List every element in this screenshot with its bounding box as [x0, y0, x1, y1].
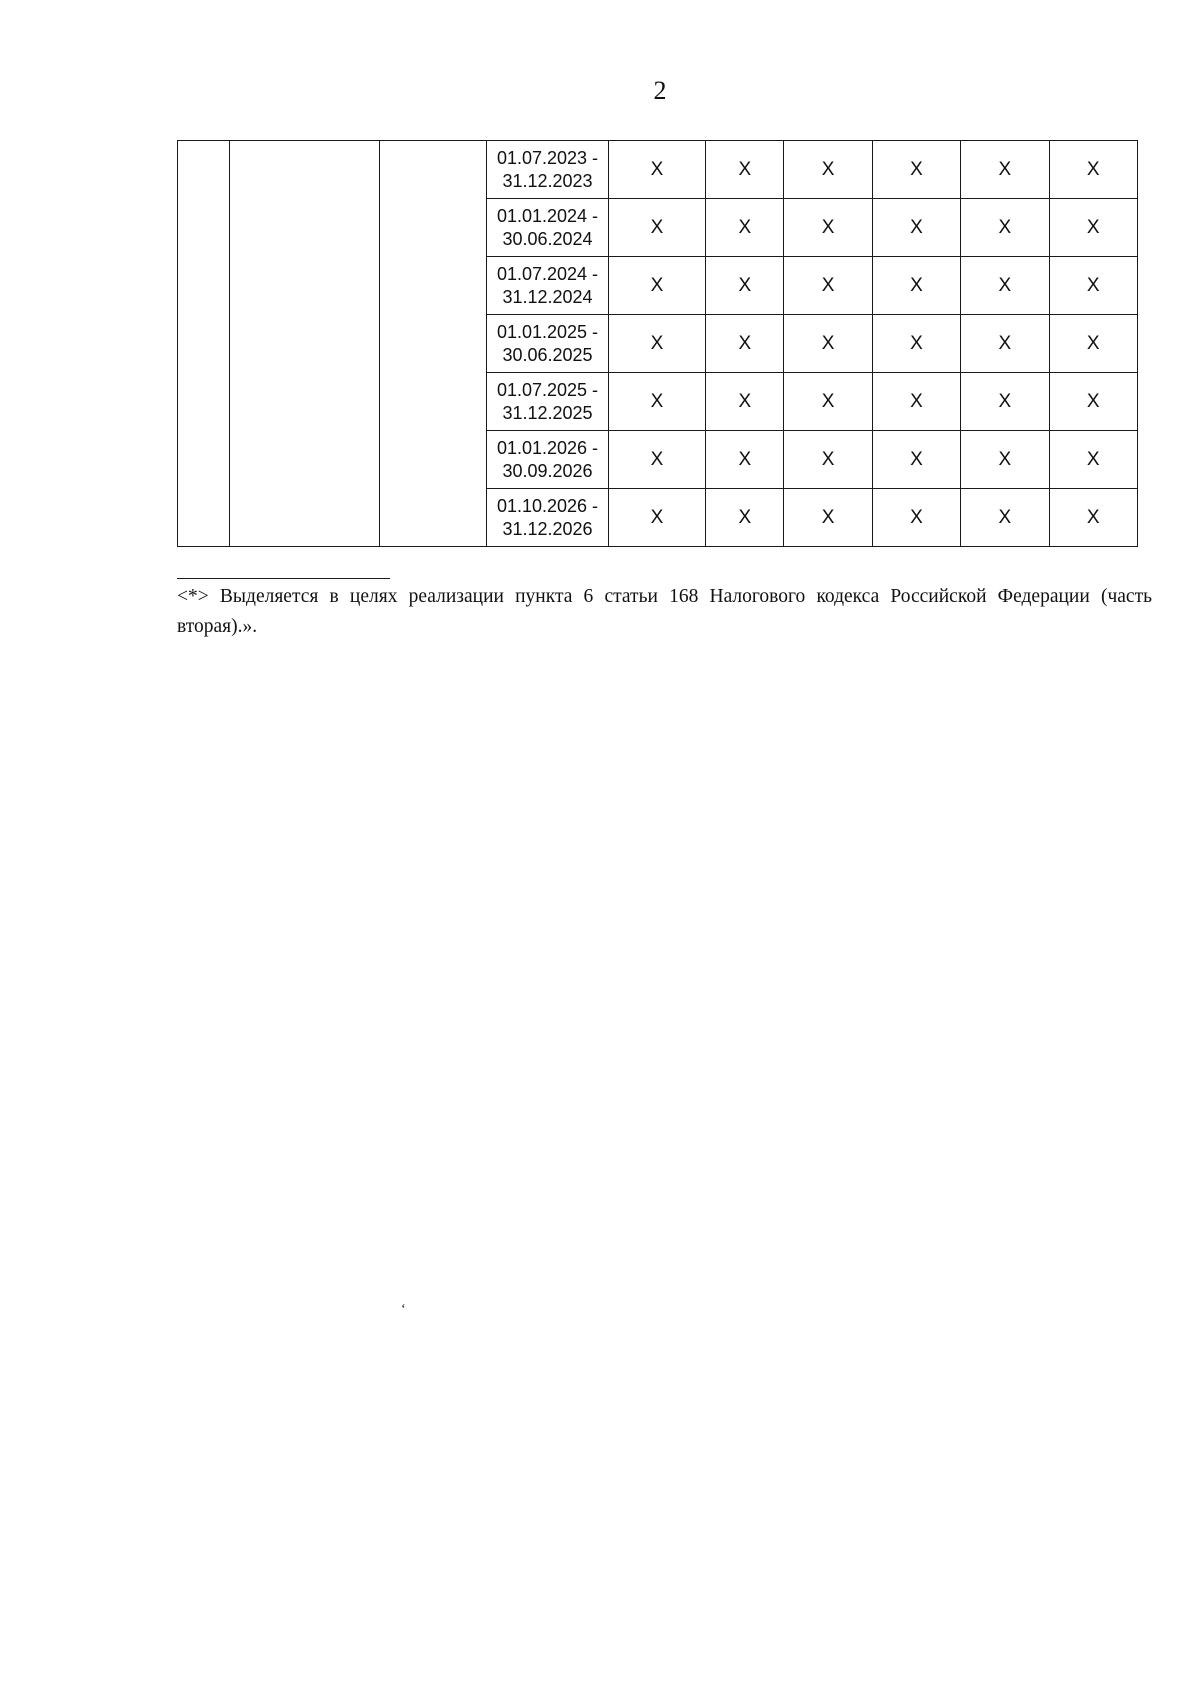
mark-cell: X	[784, 489, 872, 547]
mark-cell: X	[1049, 489, 1137, 547]
mark-cell: X	[961, 489, 1049, 547]
period-cell: 01.01.2024 - 30.06.2024	[487, 199, 609, 257]
mark-cell: X	[706, 489, 784, 547]
mark-cell: X	[784, 315, 872, 373]
mark-cell: X	[872, 315, 960, 373]
mark-cell: X	[1049, 373, 1137, 431]
mark-cell: X	[961, 431, 1049, 489]
mark-cell: X	[961, 373, 1049, 431]
page-number: 2	[653, 76, 667, 105]
mark-cell: X	[872, 199, 960, 257]
mark-cell: X	[608, 489, 705, 547]
mark-cell: X	[706, 373, 784, 431]
mark-cell: X	[1049, 315, 1137, 373]
mark-cell: X	[784, 141, 872, 199]
mark-cell: X	[706, 141, 784, 199]
mark-cell: X	[872, 141, 960, 199]
mark-cell: X	[784, 257, 872, 315]
mark-cell: X	[1049, 257, 1137, 315]
period-cell: 01.10.2026 - 31.12.2026	[487, 489, 609, 547]
mark-cell: X	[608, 257, 705, 315]
mark-cell: X	[1049, 431, 1137, 489]
mark-cell: X	[872, 489, 960, 547]
mark-cell: X	[706, 315, 784, 373]
mark-cell: X	[608, 199, 705, 257]
mark-cell: X	[784, 199, 872, 257]
mark-cell: X	[784, 373, 872, 431]
table-row	[178, 141, 1138, 199]
merged-cell-name	[230, 141, 380, 547]
stray-mark: ʻ	[401, 1302, 406, 1317]
period-cell: 01.07.2024 - 31.12.2024	[487, 257, 609, 315]
mark-cell: X	[1049, 141, 1137, 199]
mark-cell: X	[608, 373, 705, 431]
mark-cell: X	[961, 257, 1049, 315]
mark-cell: X	[872, 431, 960, 489]
merged-cell-unit	[379, 141, 486, 547]
mark-cell: X	[961, 199, 1049, 257]
mark-cell: X	[706, 199, 784, 257]
mark-cell: X	[872, 373, 960, 431]
mark-cell: X	[608, 315, 705, 373]
mark-cell: X	[608, 141, 705, 199]
merged-cell-number	[178, 141, 230, 547]
period-cell: 01.01.2026 - 30.09.2026	[487, 431, 609, 489]
period-table	[177, 140, 1138, 547]
mark-cell: X	[961, 141, 1049, 199]
footnote-text: <*> Выделяется в целях реализации пункта 6 статьи 168 Налогового кодекса Российской Федерации (часть вторая).».	[177, 586, 1152, 637]
footnote-divider	[177, 578, 390, 579]
mark-cell: X	[961, 315, 1049, 373]
mark-cell: X	[706, 257, 784, 315]
mark-cell: X	[784, 431, 872, 489]
period-cell: 01.07.2023 - 31.12.2023	[487, 141, 609, 199]
mark-cell: X	[706, 431, 784, 489]
mark-cell: X	[1049, 199, 1137, 257]
period-cell: 01.01.2025 - 30.06.2025	[487, 315, 609, 373]
mark-cell: X	[872, 257, 960, 315]
mark-cell: X	[608, 431, 705, 489]
period-cell: 01.07.2025 - 31.12.2025	[487, 373, 609, 431]
